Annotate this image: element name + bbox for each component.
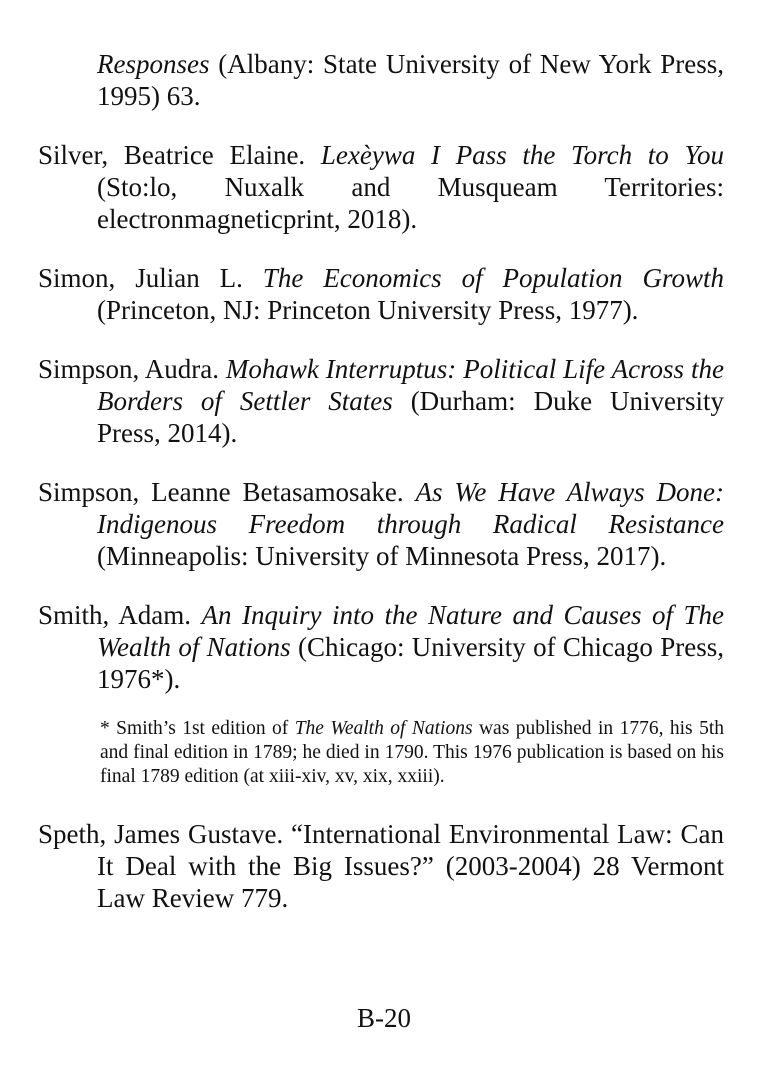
- entry-publication: (Durham: Duke University Press, 2014).: [97, 386, 724, 448]
- entry-publication: (Chicago: University of Chicago Press, 1976*).: [97, 632, 724, 694]
- entry-publication: (Princeton, NJ: Princeton University Press, 1977).: [97, 295, 639, 325]
- bibliography-page: [38, 48, 724, 941]
- entry-title: Responses: [97, 49, 210, 79]
- bibliography-entry-speth: [38, 818, 724, 914]
- page-number: B-20: [357, 1003, 411, 1033]
- entry-author: Simpson, Audra.: [38, 354, 226, 384]
- entry-publication: (Sto:lo, Nuxalk and Musqueam Territories: electronmagneticprint, 2018).: [97, 172, 724, 234]
- entry-text: Speth, James Gustave. “International Environmental Law: Can It Deal with the Big Issues?” (2003-2004) 28 Vermont Law Review 779.: [38, 819, 724, 913]
- footnote-title: The Wealth of Nations: [294, 718, 473, 739]
- bibliography-entry-simon: [38, 262, 724, 326]
- footnote-text-end: was published in 1776, his 5th and final edition in 1789; he died in 1790. This 1976 publication is based on his final 1789 edition (at xiii-xiv, xv, xix, xxiii).: [100, 718, 725, 787]
- entry-author: Simon, Julian L.: [38, 263, 263, 293]
- entry-title: Lexèywa I Pass the Torch to You: [320, 140, 724, 170]
- footnote-text-start: * Smith’s 1st edition of: [100, 718, 295, 739]
- entry-title: An Inquiry into the Nature and Causes of The Wealth of Nations: [97, 600, 724, 662]
- entry-title: Mohawk Interruptus: Political Life Across the Borders of Settler States: [97, 354, 724, 416]
- entry-publication: (Minneapolis: University of Minnesota Press, 2017).: [97, 541, 667, 571]
- entry-author: Simpson, Leanne Betasamosake.: [38, 477, 416, 507]
- entry-author: Silver, Beatrice Elaine.: [38, 140, 321, 170]
- entry-publication: (Albany: State University of New York Press, 1995) 63.: [97, 49, 724, 111]
- entry-author: Smith, Adam.: [38, 600, 202, 630]
- bibliography-entry-simpson-audra: [38, 353, 724, 449]
- entry-title: As We Have Always Done: Indigenous Freedom through Radical Resistance: [97, 477, 724, 539]
- bibliography-entry-simpson-leanne: [38, 476, 724, 572]
- bibliography-entry-silver: [38, 139, 724, 235]
- entry-title: The Economics of Population Growth: [262, 263, 724, 293]
- bibliography-entry-smith: [38, 599, 724, 695]
- bibliography-entry-continued: [38, 48, 724, 112]
- footnote: [100, 717, 724, 789]
